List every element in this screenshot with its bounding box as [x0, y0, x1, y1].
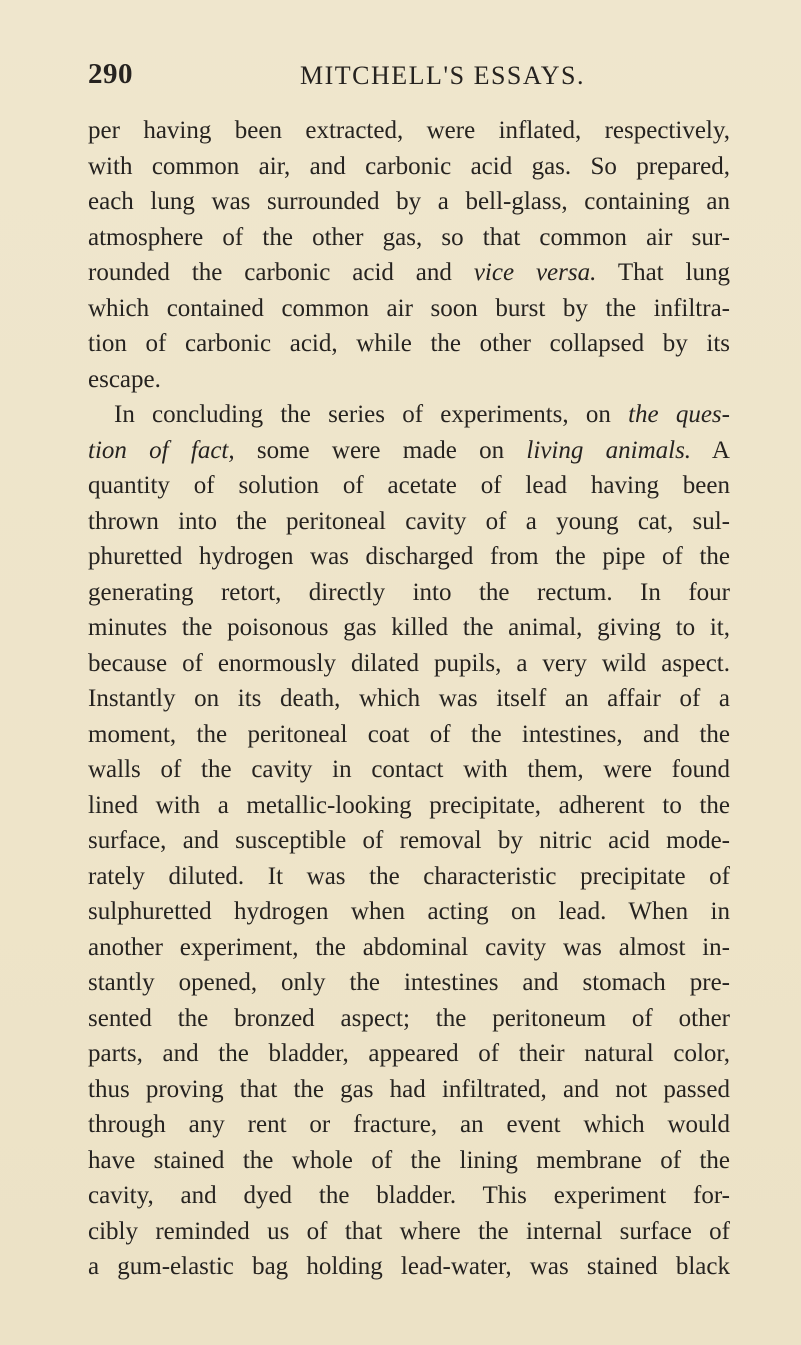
text-line — [88, 433, 730, 469]
italic-text: tion of fact, — [88, 436, 235, 464]
text-line — [88, 255, 730, 291]
text-line: have stained the whole of the lining membrane of the — [88, 1146, 730, 1174]
text-line: atmosphere of the other gas, so that common air sur- — [88, 223, 730, 251]
text-line: sented the bronzed aspect; the peritoneum of other — [88, 1004, 730, 1032]
text-line: generating retort, directly into the rectum. In four — [88, 578, 730, 606]
body-text — [88, 113, 730, 1285]
text-line: through any rent or fracture, an event which would — [88, 1111, 730, 1138]
text-line: a gum-elastic bag holding lead-water, was stained black — [88, 1253, 730, 1280]
text-run: In concluding the series of experiments, on — [114, 401, 629, 428]
text-line: which contained common air soon burst by the infiltra- — [88, 294, 730, 322]
running-head: MITCHELL'S ESSAYS. — [300, 61, 585, 90]
text-line: phuretted hydrogen was discharged from the pipe of the — [88, 543, 730, 570]
text-line: thus proving that the gas had infiltrated, and not passed — [88, 1075, 730, 1103]
text-line: with common air, and carbonic acid gas. So prepared, — [88, 152, 730, 180]
text-line: lined with a metallic-looking precipitate, adherent to the — [88, 791, 730, 819]
text-line: parts, and the bladder, appeared of their natural color, — [88, 1040, 730, 1067]
text-line: cavity, and dyed the bladder. This experiment for- — [88, 1182, 730, 1209]
text-line: rately diluted. It was the characteristic precipitate of — [88, 862, 730, 890]
text-line: tion of carbonic acid, while the other collapsed by its — [88, 330, 730, 357]
page-header — [88, 58, 728, 94]
text-line: walls of the cavity in contact with them, were found — [88, 756, 730, 783]
text-run: A — [691, 436, 730, 464]
text-line: because of enormously dilated pupils, a very wild aspect. — [88, 649, 730, 677]
text-line — [88, 397, 730, 433]
text-line: another experiment, the abdominal cavity was almost in- — [88, 933, 730, 961]
text-line: stantly opened, only the intestines and stomach pre- — [88, 969, 730, 996]
text-line: quantity of solution of acetate of lead having been — [88, 472, 730, 499]
text-line: Instantly on its death, which was itself an affair of a — [88, 685, 730, 712]
italic-text: the ques- — [628, 401, 730, 428]
text-line: surface, and susceptible of removal by nitric acid mode- — [88, 827, 730, 854]
text-line: moment, the peritoneal coat of the intestines, and the — [88, 720, 730, 748]
text-run: rounded the carbonic acid and — [88, 259, 474, 286]
text-line: escape. — [88, 365, 161, 393]
text-line: sulphuretted hydrogen when acting on lead. When in — [88, 898, 730, 925]
text-run: some were made on — [234, 436, 527, 464]
text-line: per having been extracted, were inflated, respectively, — [88, 117, 730, 144]
page-number: 290 — [88, 58, 133, 90]
text-run: That lung — [596, 259, 730, 286]
text-line: cibly reminded us of that where the internal surface of — [88, 1217, 730, 1245]
italic-text: living animals. — [526, 436, 692, 464]
text-line: minutes the poisonous gas killed the animal, giving to it, — [88, 614, 730, 641]
text-line: thrown into the peritoneal cavity of a young cat, sul- — [88, 507, 730, 535]
text-line: each lung was surrounded by a bell-glass, containing an — [88, 188, 730, 215]
italic-text: vice versa. — [473, 259, 597, 286]
